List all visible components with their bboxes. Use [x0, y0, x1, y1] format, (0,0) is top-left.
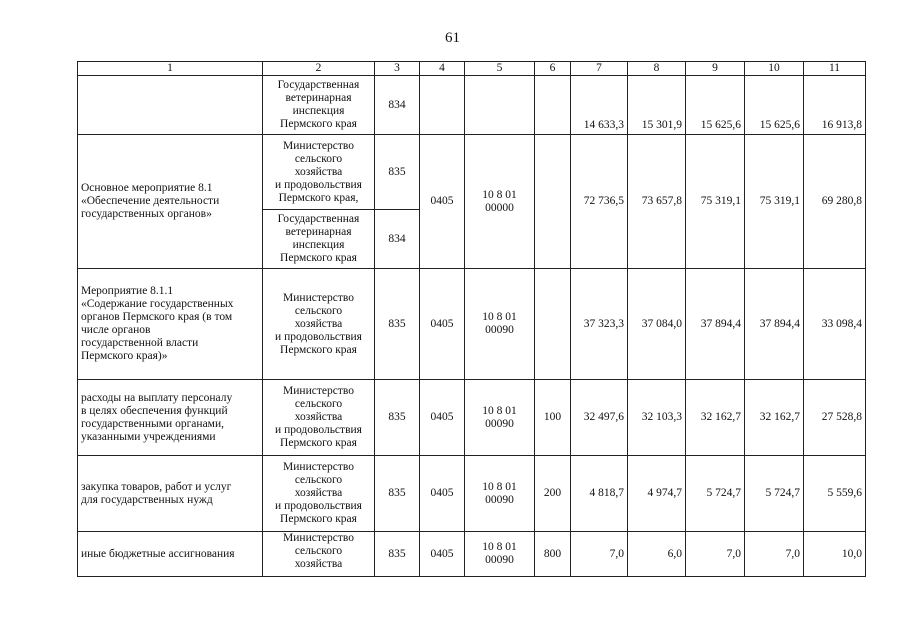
code-line: 00090	[485, 493, 514, 506]
col-header-9: 9	[686, 62, 745, 76]
value-col9: 32 162,7	[686, 380, 745, 456]
code-line: 10 8 01	[482, 404, 517, 417]
value-col9: 37 894,4	[686, 269, 745, 380]
col-header-10: 10	[745, 62, 804, 76]
section-code-cell: 0405	[420, 532, 465, 577]
value-col8: 15 301,9	[628, 76, 686, 135]
agency-line: Пермского края,	[278, 191, 359, 204]
agency-line: ветеринарная	[285, 92, 352, 104]
agency-line: сельского	[294, 304, 343, 317]
agency-line: и продовольствия	[275, 178, 362, 191]
agency-line: Министерство	[283, 385, 354, 397]
agency-line: сельского	[294, 545, 343, 557]
title-line: для государственных нужд	[81, 493, 213, 506]
title-line: закупка товаров, работ и услуг	[81, 480, 232, 493]
value-col10: 75 319,1	[745, 135, 804, 269]
title-line: Основное мероприятие 8.1	[81, 182, 213, 194]
section-code-cell: 0405	[420, 380, 465, 456]
header-row	[78, 62, 866, 76]
gr-code-cell: 835	[375, 135, 420, 210]
col-header-4: 4	[420, 62, 465, 76]
title-line: государственных органов»	[81, 208, 212, 220]
value-col8: 73 657,8	[628, 135, 686, 269]
gr-code-cell: 834	[375, 210, 420, 269]
section-code-cell: 0405	[420, 456, 465, 532]
code-line: 10 8 01	[482, 188, 517, 201]
value-col7: 14 633,3	[571, 76, 628, 135]
table-row	[78, 380, 866, 456]
table-row	[78, 135, 866, 210]
code-line: 10 8 01	[482, 311, 517, 323]
value-col8: 6,0	[628, 532, 686, 577]
agency-line: инспекция	[292, 239, 345, 251]
value-col11: 27 528,8	[804, 380, 866, 456]
table-row	[78, 532, 866, 577]
target-code-cell	[465, 380, 535, 456]
col-header-3: 3	[375, 62, 420, 76]
value-col7: 7,0	[571, 532, 628, 577]
gr-code-cell: 835	[375, 269, 420, 380]
col-header-1: 1	[78, 62, 263, 76]
agency-cell	[263, 532, 375, 577]
expense-type-cell	[535, 135, 571, 269]
agency-line: Министерство	[283, 532, 354, 544]
code-line: 10 8 01	[482, 541, 517, 553]
value-col11: 16 913,8	[804, 76, 866, 135]
value-col10: 7,0	[745, 532, 804, 577]
value-col7: 72 736,5	[571, 135, 628, 269]
expense-type-cell: 800	[535, 532, 571, 577]
code-line: 00090	[485, 417, 514, 430]
agency-line: хозяйства	[294, 558, 343, 570]
code-line: 00090	[485, 554, 514, 566]
value-col9: 5 724,7	[686, 456, 745, 532]
target-code-cell	[465, 135, 535, 269]
code-line: 00090	[485, 324, 514, 336]
value-col7: 32 497,6	[571, 380, 628, 456]
value-col9: 15 625,6	[686, 76, 745, 135]
gr-code-cell: 835	[375, 456, 420, 532]
value-col11: 69 280,8	[804, 135, 866, 269]
page-number: 61	[445, 30, 460, 46]
table-row	[78, 269, 866, 380]
agency-line: Пермского края	[280, 437, 357, 449]
agency-line: сельского	[294, 152, 343, 165]
agency-line: ветеринарная	[285, 226, 352, 238]
value-col7: 37 323,3	[571, 269, 628, 380]
gr-code-cell: 835	[375, 380, 420, 456]
table-row	[78, 456, 866, 532]
value-col9: 75 319,1	[686, 135, 745, 269]
agency-cell	[263, 210, 375, 269]
code-line: 00000	[485, 201, 514, 214]
agency-line: и продовольствия	[275, 424, 362, 436]
target-code-cell	[465, 456, 535, 532]
target-code-cell	[465, 76, 535, 135]
agency-line: Министерство	[283, 291, 354, 304]
row-title-cell	[78, 269, 263, 380]
budget-table	[77, 61, 866, 577]
title-line: органов Пермского края (в том	[81, 311, 233, 323]
value-col9: 7,0	[686, 532, 745, 577]
col-header-11: 11	[804, 62, 866, 76]
agency-line: Пермского края	[280, 513, 357, 525]
agency-line: сельского	[294, 398, 343, 410]
agency-cell	[263, 269, 375, 380]
agency-cell	[263, 380, 375, 456]
title-line: «Содержание государственных	[81, 298, 234, 310]
row-title-cell	[78, 456, 263, 532]
title-line: числе органов	[81, 324, 151, 336]
value-col10: 32 162,7	[745, 380, 804, 456]
title-line: в целях обеспечения функций	[81, 404, 228, 417]
agency-line: сельского	[294, 474, 343, 486]
value-col11: 5 559,6	[804, 456, 866, 532]
agency-cell	[263, 135, 375, 210]
title-line: Пермского края)»	[81, 350, 168, 362]
agency-line: Министерство	[283, 461, 354, 473]
value-col8: 32 103,3	[628, 380, 686, 456]
value-col10: 15 625,6	[745, 76, 804, 135]
value-col8: 4 974,7	[628, 456, 686, 532]
agency-line: хозяйства	[294, 317, 343, 330]
agency-cell	[263, 76, 375, 135]
gr-code-cell: 835	[375, 532, 420, 577]
agency-line: инспекция	[292, 105, 345, 117]
value-col11: 10,0	[804, 532, 866, 577]
agency-line: и продовольствия	[275, 500, 362, 512]
col-header-6: 6	[535, 62, 571, 76]
section-code-cell: 0405	[420, 269, 465, 380]
agency-line: хозяйства	[294, 165, 343, 178]
title-line: расходы на выплату персоналу	[81, 391, 233, 404]
row-title-cell	[78, 76, 263, 135]
title-line: государственными органами,	[81, 417, 224, 430]
title-line: «Обеспечение деятельности	[81, 195, 220, 207]
value-col10: 37 894,4	[745, 269, 804, 380]
value-col10: 5 724,7	[745, 456, 804, 532]
code-line: 10 8 01	[482, 480, 517, 493]
expense-type-cell: 200	[535, 456, 571, 532]
value-col7: 4 818,7	[571, 456, 628, 532]
agency-line: и продовольствия	[275, 330, 362, 343]
agency-line: Пермского края	[280, 118, 357, 130]
target-code-cell	[465, 269, 535, 380]
row-title-cell	[78, 380, 263, 456]
col-header-5: 5	[465, 62, 535, 76]
target-code-cell	[465, 532, 535, 577]
table-row	[78, 76, 866, 135]
agency-line: Государственная	[277, 213, 360, 225]
title-line: Мероприятие 8.1.1	[81, 285, 174, 297]
agency-line: Пермского края	[280, 343, 357, 356]
expense-type-cell	[535, 76, 571, 135]
value-col11: 33 098,4	[804, 269, 866, 380]
gr-code-cell: 834	[375, 76, 420, 135]
expense-type-cell	[535, 269, 571, 380]
col-header-2: 2	[263, 62, 375, 76]
col-header-8: 8	[628, 62, 686, 76]
row-title-cell: иные бюджетные ассигнования	[78, 532, 263, 577]
expense-type-cell: 100	[535, 380, 571, 456]
row-title-cell	[78, 135, 263, 269]
agency-line: Государственная	[277, 79, 360, 91]
title-line: указанными учреждениями	[81, 430, 216, 443]
value-col8: 37 084,0	[628, 269, 686, 380]
agency-line: хозяйства	[294, 411, 343, 423]
agency-line: Министерство	[283, 139, 354, 152]
title-line: государственной власти	[81, 337, 199, 349]
agency-line: хозяйства	[294, 487, 343, 499]
agency-line: Пермского края	[280, 252, 357, 264]
section-code-cell	[420, 76, 465, 135]
col-header-7: 7	[571, 62, 628, 76]
section-code-cell: 0405	[420, 135, 465, 269]
agency-cell	[263, 456, 375, 532]
